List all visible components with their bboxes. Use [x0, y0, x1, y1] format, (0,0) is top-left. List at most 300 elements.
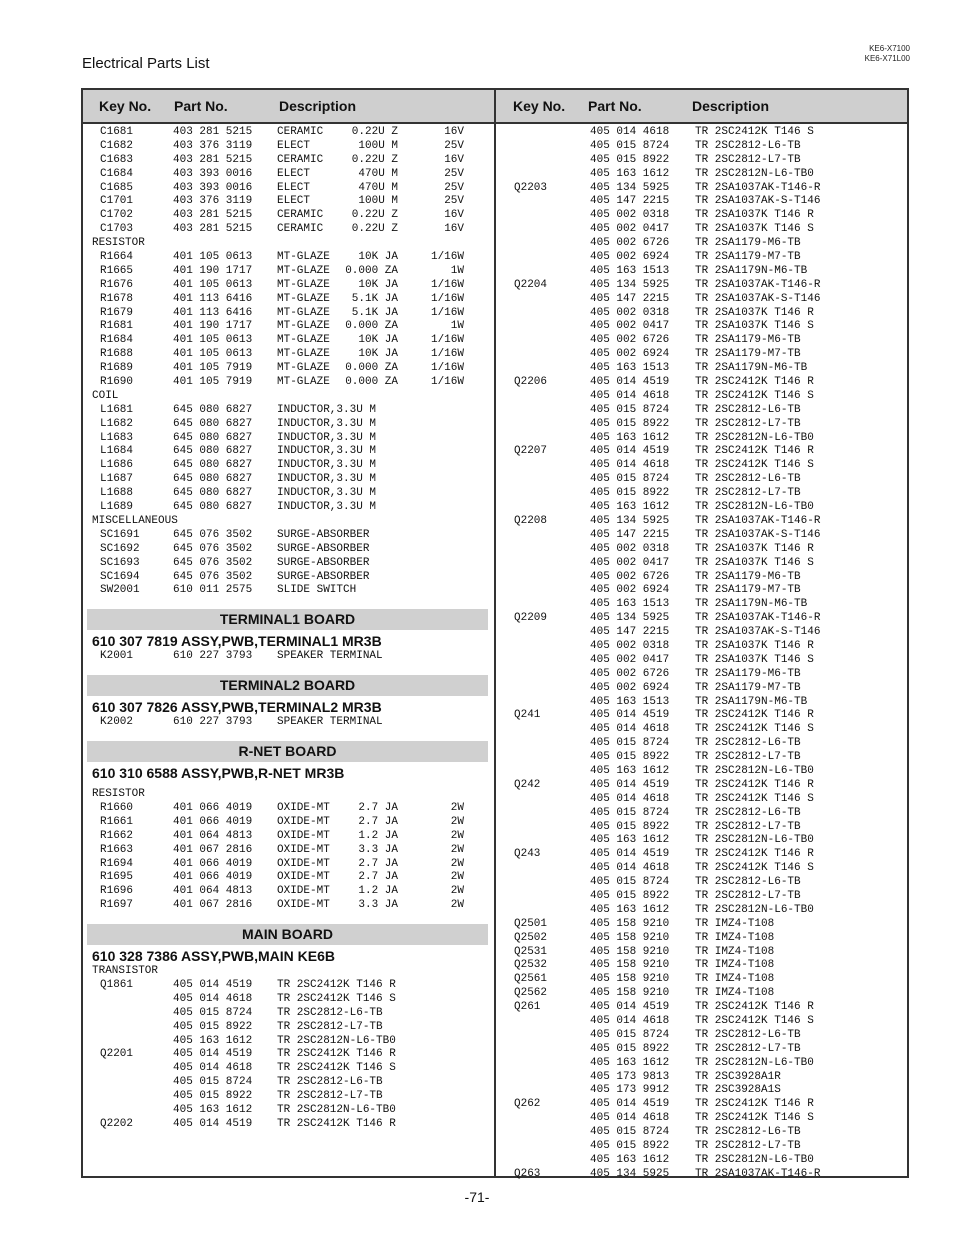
description: OXIDE-MT [277, 815, 330, 828]
part-no: 405 163 1612 [590, 501, 670, 514]
category-text: RESISTOR [92, 788, 145, 801]
part-no: 405 163 1612 [590, 903, 670, 916]
part-no: 405 163 1513 [590, 598, 670, 611]
description: TR 2SA1037AK-S-T146 [695, 292, 821, 305]
parts-row [511, 195, 907, 209]
parts-row [90, 459, 488, 473]
part-no: 405 014 4618 [590, 389, 670, 402]
description: INDUCTOR,3.3U M [277, 445, 377, 458]
key-no: K2002 [100, 716, 134, 729]
description: TR 2SA1037AK-S-T146 [695, 626, 821, 639]
part-no: 405 002 0417 [590, 223, 670, 236]
part-no: 405 002 6726 [590, 237, 670, 250]
part-no: 401 113 6416 [173, 306, 253, 319]
description-heading: Description [279, 98, 357, 114]
rating: 1W [450, 320, 464, 333]
parts-row [511, 751, 907, 765]
parts-row [90, 1118, 488, 1132]
part-no: 403 376 3119 [173, 195, 253, 208]
part-no: 405 002 0318 [590, 209, 670, 222]
parts-row [90, 293, 488, 307]
description: TR 2SC2412K T146 S [695, 459, 814, 472]
value: 5.1K JA [351, 306, 398, 319]
part-no: 405 002 0417 [590, 320, 670, 333]
part-no: 405 015 8922 [590, 487, 670, 500]
parts-row [90, 223, 488, 237]
key-no: Q262 [514, 1098, 541, 1111]
part-no: 645 076 3502 [173, 556, 253, 569]
key-no: C1681 [100, 126, 134, 138]
rating: 1/16W [430, 278, 464, 291]
parts-row [90, 1048, 488, 1062]
rating: 2W [450, 801, 464, 814]
description: TR 2SC2412K T146 R [277, 1048, 396, 1061]
part-no: 405 173 9813 [590, 1070, 670, 1083]
description: TR 2SA1037K T146 R [695, 306, 814, 319]
part-no: 405 147 2215 [590, 626, 670, 639]
parts-row [511, 640, 907, 654]
category-text: RESISTOR [92, 237, 145, 250]
rating: 1/16W [430, 292, 464, 305]
description: ELECT [277, 139, 311, 152]
parts-row [511, 154, 907, 168]
description: MT-GLAZE [277, 348, 330, 361]
rating: 16V [444, 223, 464, 236]
key-no: R1661 [100, 815, 134, 828]
value: 0.22U Z [351, 153, 398, 166]
key-no: Q2209 [514, 612, 548, 625]
rating: 2W [450, 899, 464, 912]
part-no: 405 015 8724 [590, 1126, 670, 1139]
value: 10K JA [358, 278, 398, 291]
parts-row [90, 418, 488, 432]
parts-row [90, 1104, 488, 1118]
parts-row [90, 445, 488, 459]
parts-row [511, 709, 907, 723]
part-no: 405 002 0318 [590, 542, 670, 555]
parts-row [90, 376, 488, 390]
parts-row [511, 862, 907, 876]
part-no: 403 393 0016 [173, 181, 253, 194]
key-no: R1690 [100, 376, 134, 389]
part-no: 405 163 1612 [590, 167, 670, 180]
parts-row [511, 765, 907, 779]
part-no: 401 067 2816 [173, 843, 253, 856]
rating: 16V [444, 126, 464, 138]
value: 2.7 JA [358, 801, 398, 814]
assembly-title: 610 310 6588 ASSY,PWB,R-NET MR3B [92, 765, 345, 782]
part-no: 405 014 4519 [590, 376, 670, 389]
part-no: 403 281 5215 [173, 153, 253, 166]
parts-row [511, 515, 907, 529]
category-text: TRANSISTOR [92, 965, 159, 978]
key-no: R1694 [100, 857, 134, 870]
spacer [90, 913, 488, 924]
parts-row [90, 154, 488, 168]
parts-row [90, 557, 488, 571]
parts-row [90, 348, 488, 362]
description: TR 2SC2812-L6-TB [277, 1076, 383, 1089]
description: TR 2SC2812N-L6-TB0 [695, 167, 814, 180]
parts-row [511, 918, 907, 932]
description: SURGE-ABSORBER [277, 570, 370, 583]
part-no: 405 015 8922 [590, 820, 670, 833]
description: TR 2SC2812-L6-TB [277, 1006, 383, 1019]
part-no: 405 015 8922 [173, 1090, 253, 1103]
part-no: 405 014 4618 [590, 1015, 670, 1027]
parts-row [90, 993, 488, 1007]
key-no: R1660 [100, 801, 134, 814]
description: TR 2SC2812-L7-TB [695, 1140, 801, 1153]
parts-row [90, 334, 488, 348]
part-no: 405 163 1513 [590, 695, 670, 708]
key-no: Q1861 [100, 978, 134, 991]
key-no: Q2502 [514, 931, 548, 944]
description: TR 2SA1037K T146 R [695, 639, 814, 652]
key-no: C1684 [100, 167, 134, 180]
part-no: 401 066 4019 [173, 815, 253, 828]
key-no: Q2207 [514, 445, 548, 458]
parts-row [511, 459, 907, 473]
description: TR 2SC3928A1R [695, 1070, 781, 1083]
parts-row [511, 1057, 907, 1071]
key-no: Q241 [514, 709, 541, 722]
parts-row [90, 716, 488, 730]
description: TR 2SA1037AK-S-T146 [695, 528, 821, 541]
description: TR 2SC2412K T146 S [695, 1015, 814, 1027]
parts-row [511, 793, 907, 807]
parts-row [90, 126, 488, 140]
part-no: 405 163 1612 [590, 764, 670, 777]
value: 0.22U Z [351, 223, 398, 236]
parts-row [90, 1007, 488, 1021]
part-no: 405 163 1513 [590, 264, 670, 277]
key-no: Q2531 [514, 945, 548, 958]
part-no: 403 281 5215 [173, 223, 253, 236]
description: TR 2SA1037AK-T146-R [695, 612, 821, 625]
description: TR 2SA1179N-M6-TB [695, 695, 808, 708]
parts-row [511, 543, 907, 557]
parts-row [90, 320, 488, 334]
key-no: Q2206 [514, 376, 548, 389]
category-label [90, 515, 488, 529]
part-no: 405 134 5925 [590, 1167, 670, 1180]
part-no: 401 105 0613 [173, 278, 253, 291]
rating: 25V [444, 181, 464, 194]
description: TR 2SA1179-M6-TB [695, 667, 801, 680]
parts-row [511, 890, 907, 904]
key-no: R1665 [100, 264, 134, 277]
part-no: 403 376 3119 [173, 139, 253, 152]
parts-row [511, 946, 907, 960]
part-no: 405 014 4519 [590, 1098, 670, 1111]
model-numbers [865, 44, 910, 64]
part-no: 405 014 4519 [173, 1117, 253, 1130]
parts-row [511, 584, 907, 598]
parts-row [511, 959, 907, 973]
description: TR 2SC2412K T146 S [695, 792, 814, 805]
description: TR 2SA1179-M6-TB [695, 570, 801, 583]
description: OXIDE-MT [277, 871, 330, 884]
description: TR 2SC2812-L6-TB [695, 876, 801, 889]
description: MT-GLAZE [277, 362, 330, 375]
part-no: 405 158 9210 [590, 959, 670, 972]
description: CERAMIC [277, 153, 324, 166]
description: TR 2SA1179-M7-TB [695, 251, 801, 264]
part-no: 405 014 4618 [590, 126, 670, 138]
parts-row [90, 209, 488, 223]
key-no: R1688 [100, 348, 134, 361]
left-column-header [83, 90, 494, 124]
value: 0.000 ZA [345, 362, 398, 375]
parts-row [90, 858, 488, 872]
key-no: R1676 [100, 278, 134, 291]
category-label [90, 788, 488, 802]
description: MT-GLAZE [277, 278, 330, 291]
parts-row [511, 1043, 907, 1057]
part-no: 401 064 4813 [173, 885, 253, 898]
parts-row [511, 404, 907, 418]
description: TR 2SC2812-L6-TB [695, 806, 801, 819]
key-no: Q243 [514, 848, 541, 861]
part-no: 405 147 2215 [590, 292, 670, 305]
description: SURGE-ABSORBER [277, 556, 370, 569]
description: TR 2SC2812N-L6-TB0 [695, 903, 814, 916]
description: OXIDE-MT [277, 801, 330, 814]
description: OXIDE-MT [277, 829, 330, 842]
parts-row [90, 899, 488, 913]
key-no: L1687 [100, 473, 134, 486]
rating: 1/16W [430, 334, 464, 347]
description: MT-GLAZE [277, 376, 330, 389]
value: 2.7 JA [358, 857, 398, 870]
description: OXIDE-MT [277, 857, 330, 870]
key-no: R1663 [100, 843, 134, 856]
description: TR 2SC2812-L7-TB [695, 751, 801, 764]
key-no: R1664 [100, 251, 134, 264]
parts-row [511, 320, 907, 334]
rating: 2W [450, 843, 464, 856]
description: TR 2SC3928A1S [695, 1084, 781, 1097]
part-no: 405 163 1612 [590, 834, 670, 847]
model-number: KE6-X7100 [869, 44, 910, 53]
key-no: L1688 [100, 487, 134, 500]
category-label [90, 965, 488, 979]
rating: 1/16W [430, 362, 464, 375]
part-no: 405 163 1612 [590, 431, 670, 444]
part-no: 401 105 7919 [173, 362, 253, 375]
parts-row [90, 487, 488, 501]
description: ELECT [277, 195, 311, 208]
description: TR 2SC2812-L6-TB [695, 1028, 801, 1041]
key-no: Q2561 [514, 973, 548, 986]
part-no: 401 066 4019 [173, 857, 253, 870]
category-text: COIL [92, 389, 119, 402]
board-banner: R-NET BOARD [87, 741, 488, 762]
parts-row [511, 182, 907, 196]
part-no: 405 015 8922 [590, 417, 670, 430]
parts-row [90, 307, 488, 321]
rating: 2W [450, 829, 464, 842]
key-no: Q2204 [514, 278, 548, 291]
parts-row [90, 404, 488, 418]
parts-row [511, 334, 907, 348]
part-no: 401 113 6416 [173, 292, 253, 305]
part-no: 405 002 6924 [590, 251, 670, 264]
description: TR 2SC2812-L7-TB [695, 889, 801, 902]
key-no: L1689 [100, 501, 134, 514]
parts-row [511, 348, 907, 362]
parts-row [511, 293, 907, 307]
value: 2.7 JA [358, 871, 398, 884]
rating: 1/16W [430, 306, 464, 319]
parts-row [511, 571, 907, 585]
description: MT-GLAZE [277, 251, 330, 264]
parts-row [511, 932, 907, 946]
parts-row [511, 487, 907, 501]
key-no: R1681 [100, 320, 134, 333]
part-no: 405 002 0318 [590, 306, 670, 319]
description: TR 2SA1179-M7-TB [695, 584, 801, 597]
part-no: 403 281 5215 [173, 126, 253, 138]
rating: 1/16W [430, 251, 464, 264]
assembly-title: 610 328 7386 ASSY,PWB,MAIN KE6B [92, 948, 336, 965]
assembly-title: 610 307 7819 ASSY,PWB,TERMINAL1 MR3B [92, 633, 382, 650]
parts-row [511, 1084, 907, 1098]
key-no: C1683 [100, 153, 134, 166]
parts-row [511, 209, 907, 223]
description: TR 2SA1037K T146 S [695, 653, 814, 666]
parts-row [511, 1112, 907, 1126]
part-no: 405 134 5925 [590, 514, 670, 527]
description: TR 2SC2812N-L6-TB0 [695, 501, 814, 514]
part-no: 405 014 4618 [590, 723, 670, 736]
value: 0.22U Z [351, 126, 398, 138]
part-no-heading: Part No. [174, 98, 228, 114]
value: 0.22U Z [351, 209, 398, 222]
description: INDUCTOR,3.3U M [277, 403, 377, 416]
parts-row [511, 821, 907, 835]
part-no: 405 002 0417 [590, 556, 670, 569]
key-no: C1682 [100, 139, 134, 152]
part-no: 405 015 8724 [590, 737, 670, 750]
left-column [90, 126, 488, 1132]
part-no: 405 015 8922 [590, 751, 670, 764]
key-no: Q2208 [514, 514, 548, 527]
part-no: 645 080 6827 [173, 417, 253, 430]
part-no: 405 015 8724 [590, 806, 670, 819]
part-no: 405 002 0318 [590, 639, 670, 652]
part-no: 405 014 4519 [590, 848, 670, 861]
rating: 25V [444, 167, 464, 180]
description: OXIDE-MT [277, 843, 330, 856]
key-no: R1679 [100, 306, 134, 319]
description: TR 2SA1179-M6-TB [695, 237, 801, 250]
parts-row [90, 584, 488, 598]
description: TR IMZ4-T108 [695, 945, 775, 958]
parts-row [511, 987, 907, 1001]
part-no: 405 015 8724 [590, 473, 670, 486]
value: 470U M [358, 181, 398, 194]
part-no: 610 011 2575 [173, 584, 253, 597]
parts-row [90, 802, 488, 816]
parts-row [511, 223, 907, 237]
part-no: 645 080 6827 [173, 487, 253, 500]
parts-row [511, 848, 907, 862]
description: TR 2SC2412K T146 R [695, 1001, 814, 1014]
description: TR 2SC2812-L7-TB [277, 1090, 383, 1103]
part-no: 401 064 4813 [173, 829, 253, 842]
key-no: R1696 [100, 885, 134, 898]
part-no: 401 105 7919 [173, 376, 253, 389]
parts-row [511, 1071, 907, 1085]
key-no: R1684 [100, 334, 134, 347]
part-no: 405 163 1612 [173, 1103, 253, 1116]
description: TR IMZ4-T108 [695, 917, 775, 930]
description: ELECT [277, 181, 311, 194]
parts-row [511, 445, 907, 459]
description: TR 2SA1037K T146 S [695, 320, 814, 333]
description: TR 2SC2412K T146 R [695, 1098, 814, 1111]
key-no: SC1693 [100, 556, 140, 569]
description: INDUCTOR,3.3U M [277, 459, 377, 472]
description: TR 2SC2812-L6-TB [695, 473, 801, 486]
part-no: 405 014 4618 [590, 1112, 670, 1125]
part-no: 405 002 6726 [590, 334, 670, 347]
part-no: 405 002 0417 [590, 653, 670, 666]
description: CERAMIC [277, 223, 324, 236]
part-no: 405 158 9210 [590, 973, 670, 986]
rating: 2W [450, 871, 464, 884]
part-no: 401 190 1717 [173, 264, 253, 277]
part-no: 405 002 6726 [590, 667, 670, 680]
description: SURGE-ABSORBER [277, 542, 370, 555]
description: TR IMZ4-T108 [695, 931, 775, 944]
part-no: 405 002 6924 [590, 584, 670, 597]
part-no: 405 134 5925 [590, 278, 670, 291]
description: TR 2SC2812N-L6-TB0 [695, 764, 814, 777]
parts-row [90, 1076, 488, 1090]
description: TR 2SC2412K T146 S [277, 992, 396, 1005]
category-text: MISCELLANEOUS [92, 514, 178, 527]
description: INDUCTOR,3.3U M [277, 473, 377, 486]
parts-row [511, 251, 907, 265]
part-no: 405 002 6924 [590, 681, 670, 694]
description: MT-GLAZE [277, 292, 330, 305]
value: 100U M [358, 139, 398, 152]
description: TR IMZ4-T108 [695, 987, 775, 1000]
parts-row [90, 1062, 488, 1076]
key-no: R1678 [100, 292, 134, 305]
parts-row [511, 904, 907, 918]
part-no: 405 014 4519 [173, 978, 253, 991]
parts-row [90, 844, 488, 858]
key-no: Q242 [514, 778, 541, 791]
part-no: 401 105 0613 [173, 348, 253, 361]
parts-row [511, 1126, 907, 1140]
part-no: 405 014 4618 [173, 1062, 253, 1075]
description: TR 2SC2412K T146 S [695, 126, 814, 138]
description: TR 2SA1179N-M6-TB [695, 598, 808, 611]
key-no: L1681 [100, 403, 134, 416]
description: TR 2SC2812N-L6-TB0 [277, 1103, 396, 1116]
description: MT-GLAZE [277, 264, 330, 277]
part-no: 405 015 8724 [173, 1076, 253, 1089]
part-no: 401 190 1717 [173, 320, 253, 333]
parts-row [511, 1015, 907, 1029]
parts-row [511, 1154, 907, 1168]
value: 10K JA [358, 251, 398, 264]
